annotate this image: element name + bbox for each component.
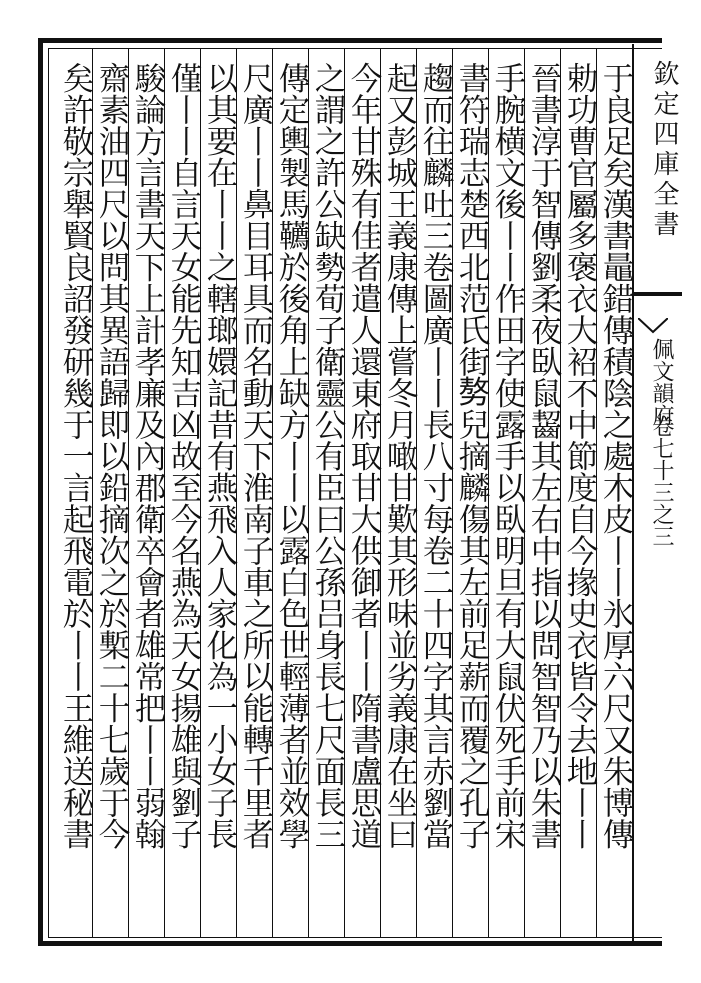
text-column-7: 起又彭城王義康傳上嘗冬月噉甘歎其形味並劣義康在坐曰 bbox=[382, 62, 418, 850]
text-column-4: 手腕横文後丨丨作田字使露手以臥明旦有大鼠伏死手前宋 bbox=[490, 62, 526, 850]
volume-label: 卷七十三之三 bbox=[649, 415, 674, 547]
text-column-1: 于良足矣漢書鼂錯傳積陰之處木皮丨丨氷厚六尺又朱博傳 bbox=[598, 62, 634, 850]
book-title: 佩文韻府 bbox=[649, 338, 674, 426]
text-column-5: 書符瑞志楚西北范氏街𠢕兒摘麟傷其左前足薪而覆之孔子 bbox=[454, 62, 490, 850]
text-column-14: 駿論方言書天下上計孝廉及內郡衛卒會者雄常把丨丨弱翰 bbox=[130, 62, 166, 850]
text-column-12: 以其要在丨丨之轄瑯嬛記昔有燕飛入人家化為一小女子長 bbox=[202, 62, 238, 850]
text-column-6: 趨而往麟吐三卷圖廣丨丨長八寸每卷二十四字其言赤劉當 bbox=[418, 62, 454, 850]
text-column-3: 晉書淳于智傳劉柔夜臥鼠齧其左右中指以問智智乃以朱書 bbox=[526, 62, 562, 850]
collection-title: 欽定四庫全書 bbox=[649, 60, 679, 240]
text-column-15: 齋素油四尺以問其異語歸即以鉛摘次之於槧二十七歲于今 bbox=[94, 62, 130, 850]
text-column-10: 傳定輿製馬韉於後角上缺方丨丨以露白色世輕薄者並效學 bbox=[274, 62, 310, 850]
text-column-13: 僅丨丨自言天女能先知吉凶故至今名燕為天女揚雄與劉子 bbox=[166, 62, 202, 850]
text-column-11: 尺廣丨丨鼻目耳具而名動天下淮南子車之所以能轉千里者 bbox=[238, 62, 274, 850]
text-column-16: 矣許敬宗舉賢良詔發研幾于一言起飛電於丨丨王維送秘書 bbox=[58, 62, 94, 850]
text-column-9: 之謂之許公缺勢荀子衛靈公有臣曰公孫吕身長七尺面長三 bbox=[310, 62, 346, 850]
text-column-2: 勅功曹官屬多褒衣大袑不中節度自今掾史衣皆令去地丨丨 bbox=[562, 62, 598, 850]
fishtail-icon bbox=[638, 318, 668, 334]
text-column-8: 今年甘殊有佳者遣人還東府取甘大供御者丨丨隋書盧思道 bbox=[346, 62, 382, 850]
